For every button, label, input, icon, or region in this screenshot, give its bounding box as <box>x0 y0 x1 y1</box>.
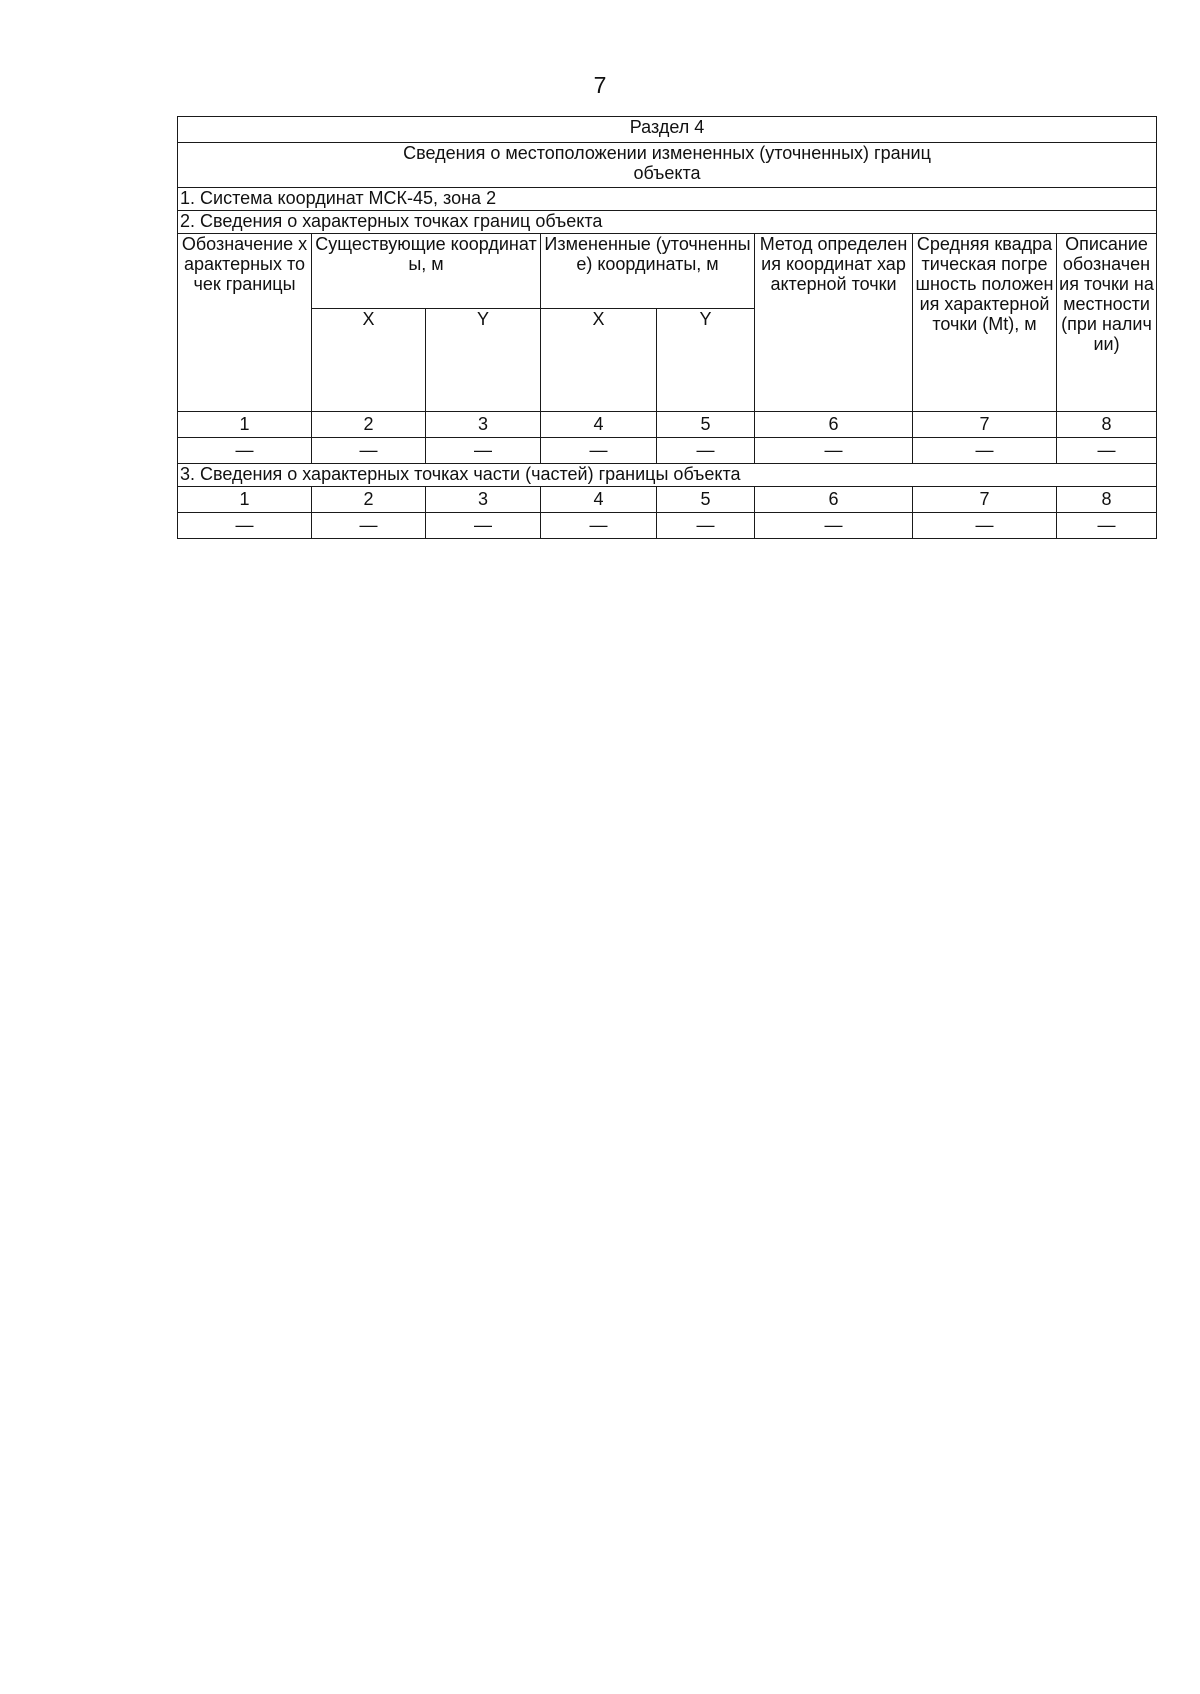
column-number: 7 <box>913 412 1057 438</box>
section-subtitle-line1: Сведения о местоположении измененных (уточненных) границ <box>403 143 931 163</box>
column-number: 4 <box>541 487 657 513</box>
section-title: Раздел 4 <box>178 117 1157 143</box>
column-header-existing-y: Y <box>426 309 541 412</box>
column-header-existing-x: X <box>312 309 426 412</box>
column-number: 3 <box>426 412 541 438</box>
column-number: 2 <box>312 487 426 513</box>
section-subtitle <box>178 143 1157 188</box>
column-header-mean-error: Средняя квадратическая погрешность положения характерной точки (Mt), м <box>913 234 1057 412</box>
column-number: 4 <box>541 412 657 438</box>
column-number: 1 <box>178 412 312 438</box>
table-cell: — <box>312 513 426 539</box>
table-cell: — <box>913 513 1057 539</box>
column-number: 6 <box>755 412 913 438</box>
table-cell: — <box>657 513 755 539</box>
parts-column-numbers-row <box>178 487 1157 513</box>
table-cell: — <box>1057 438 1157 464</box>
column-number: 8 <box>1057 487 1157 513</box>
section-subtitle-line2: объекта <box>633 163 701 183</box>
table-cell: — <box>755 513 913 539</box>
column-header-method: Метод определения координат характерной точки <box>755 234 913 412</box>
column-number: 8 <box>1057 412 1157 438</box>
page-number: 7 <box>593 72 607 98</box>
column-header-designation: Обозначение характерных точек границы <box>178 234 312 412</box>
table-cell: — <box>426 513 541 539</box>
column-header-existing-coords: Существующие координаты, м <box>312 234 541 309</box>
table-cell: — <box>755 438 913 464</box>
table-cell: — <box>913 438 1057 464</box>
column-number: 1 <box>178 487 312 513</box>
table-cell: — <box>541 513 657 539</box>
points-heading: 2. Сведения о характерных точках границ объекта <box>178 211 1157 234</box>
table-cell: — <box>312 438 426 464</box>
table-cell: — <box>178 513 312 539</box>
column-header-description: Описание обозначения точки на местности (при наличии) <box>1057 234 1157 412</box>
table-row <box>178 438 1157 464</box>
column-header-changed-y: Y <box>657 309 755 412</box>
table-row <box>178 513 1157 539</box>
column-number: 3 <box>426 487 541 513</box>
column-number: 7 <box>913 487 1057 513</box>
parts-heading: 3. Сведения о характерных точках части (частей) границы объекта <box>178 464 1157 487</box>
table-cell: — <box>657 438 755 464</box>
column-number: 6 <box>755 487 913 513</box>
column-number: 5 <box>657 487 755 513</box>
coordinate-system: 1. Система координат МСК-45, зона 2 <box>178 188 1157 211</box>
column-number: 5 <box>657 412 755 438</box>
boundary-points-table <box>177 116 1157 539</box>
column-header-changed-coords: Измененные (уточненные) координаты, м <box>541 234 755 309</box>
column-header-changed-x: X <box>541 309 657 412</box>
table-cell: — <box>541 438 657 464</box>
table-cell: — <box>426 438 541 464</box>
column-numbers-row <box>178 412 1157 438</box>
table-cell: — <box>1057 513 1157 539</box>
table-cell: — <box>178 438 312 464</box>
column-number: 2 <box>312 412 426 438</box>
